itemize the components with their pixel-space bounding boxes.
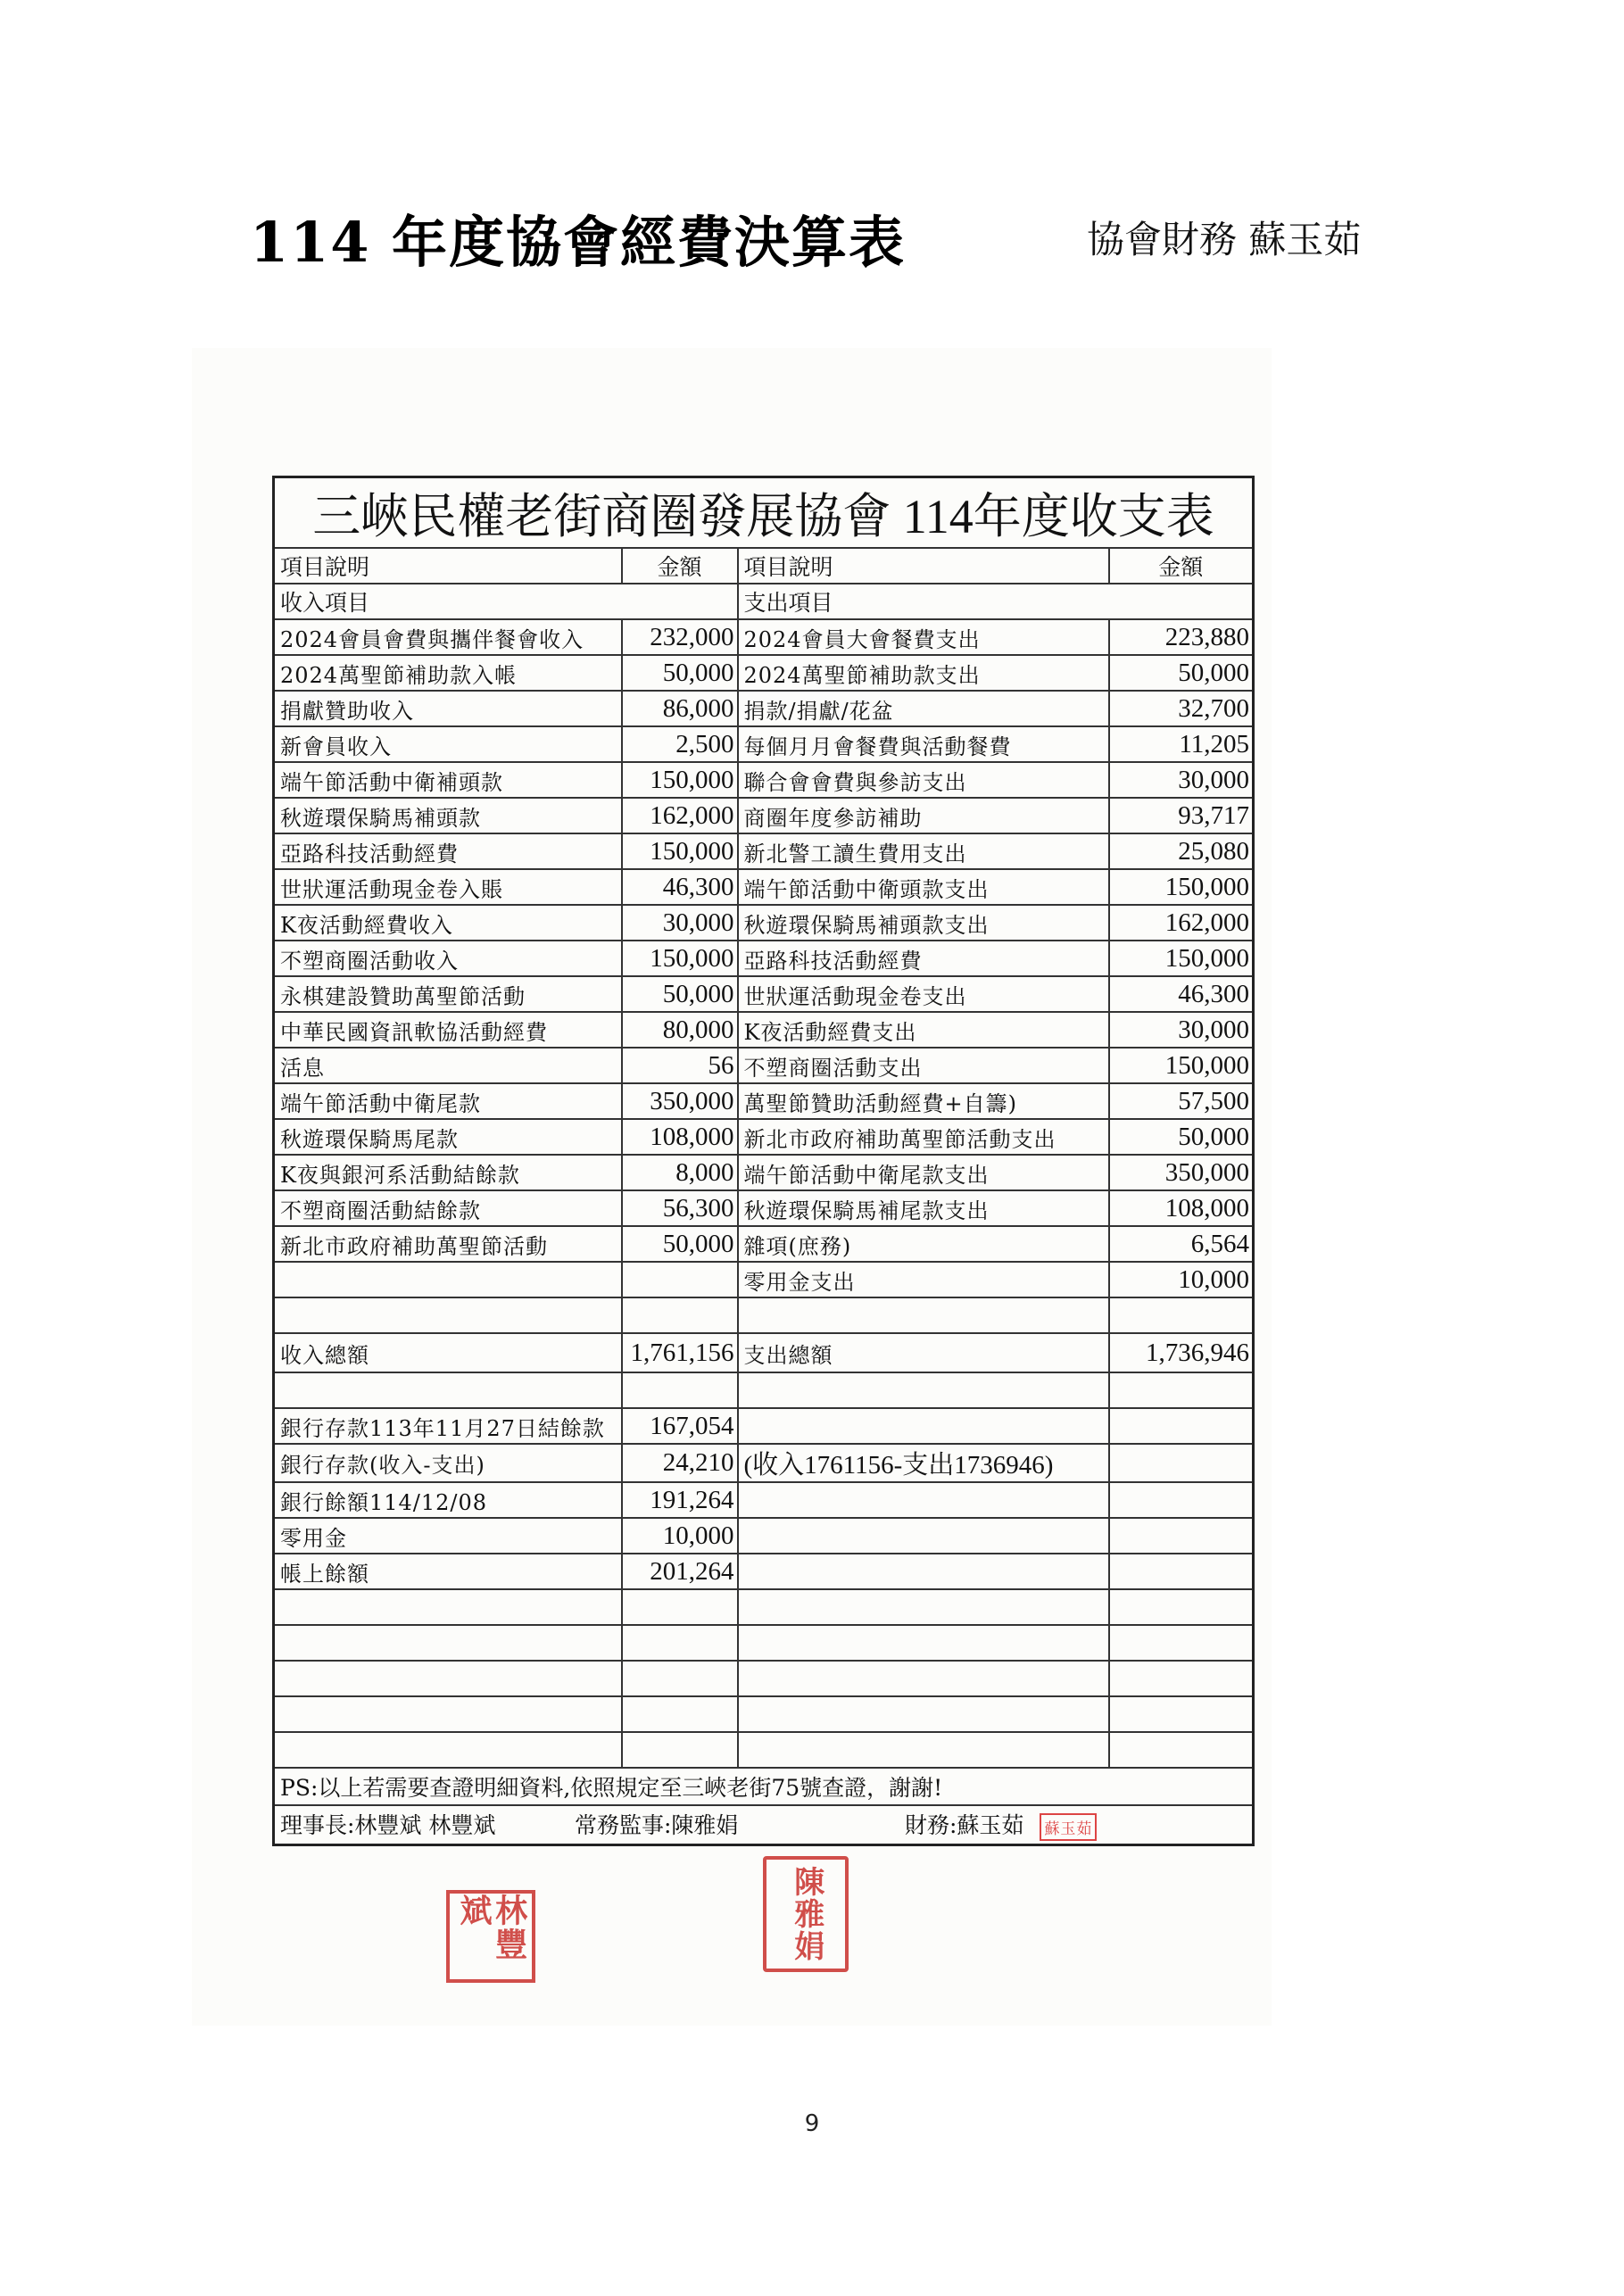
bank-amount: 10,000 bbox=[622, 1518, 738, 1554]
empty-cell bbox=[1109, 1518, 1254, 1554]
table-row bbox=[274, 619, 1254, 655]
income-amount: 50,000 bbox=[622, 976, 738, 1012]
income-item: 世狀運活動現金卷入賬 bbox=[274, 869, 622, 905]
expense-total-label: 支出總額 bbox=[738, 1333, 1109, 1372]
supervisor-signature: 常務監事:陳雅娟 bbox=[575, 1812, 739, 1839]
income-amount: 232,000 bbox=[622, 619, 738, 655]
expense-item: 端午節活動中衛頭款支出 bbox=[738, 869, 1109, 905]
income-amount bbox=[622, 1262, 738, 1297]
table-row bbox=[274, 976, 1254, 1012]
income-item: K夜與銀河系活動結餘款 bbox=[274, 1155, 622, 1190]
finance-seal-stamp: 蘇玉茹 bbox=[1040, 1813, 1097, 1841]
empty-cell bbox=[1109, 1372, 1254, 1408]
income-amount bbox=[622, 1297, 738, 1333]
income-item: K夜活動經費收入 bbox=[274, 905, 622, 941]
table-row bbox=[274, 833, 1254, 869]
income-amount: 46,300 bbox=[622, 869, 738, 905]
signatures bbox=[274, 1805, 1254, 1844]
expense-item: 秋遊環保騎馬補尾款支出 bbox=[738, 1190, 1109, 1226]
bank-row bbox=[274, 1482, 1254, 1518]
empty-cell bbox=[1109, 1661, 1254, 1696]
empty-cell bbox=[738, 1661, 1109, 1696]
table-row bbox=[274, 726, 1254, 762]
bank-label: 帳上餘額 bbox=[274, 1554, 622, 1589]
expense-item: 每個月月會餐費與活動餐費 bbox=[738, 726, 1109, 762]
income-total-label: 收入總額 bbox=[274, 1333, 622, 1372]
table-row bbox=[274, 762, 1254, 798]
expense-amount: 93,717 bbox=[1109, 798, 1254, 833]
table-row bbox=[274, 691, 1254, 726]
bank-note bbox=[738, 1482, 1109, 1518]
table-row bbox=[274, 1297, 1254, 1333]
expense-item: 2024會員大會餐費支出 bbox=[738, 619, 1109, 655]
signature-row bbox=[274, 1805, 1254, 1844]
table-row bbox=[274, 798, 1254, 833]
table-row bbox=[274, 1083, 1254, 1119]
bank-note bbox=[738, 1518, 1109, 1554]
income-item: 2024萬聖節補助款入帳 bbox=[274, 655, 622, 691]
income-amount: 56,300 bbox=[622, 1190, 738, 1226]
table-row bbox=[274, 1048, 1254, 1083]
income-item: 捐獻贊助收入 bbox=[274, 691, 622, 726]
expense-amount: 32,700 bbox=[1109, 691, 1254, 726]
table-row bbox=[274, 1696, 1254, 1732]
empty-cell bbox=[274, 1661, 622, 1696]
income-amount: 162,000 bbox=[622, 798, 738, 833]
expense-item: 雜項(庶務) bbox=[738, 1226, 1109, 1262]
income-amount: 30,000 bbox=[622, 905, 738, 941]
expense-item: 不塑商圈活動支出 bbox=[738, 1048, 1109, 1083]
empty-cell bbox=[1109, 1625, 1254, 1661]
empty-cell bbox=[738, 1696, 1109, 1732]
empty-cell bbox=[738, 1372, 1109, 1408]
table-row bbox=[274, 1155, 1254, 1190]
ledger-table bbox=[272, 476, 1255, 1846]
empty-cell bbox=[738, 1625, 1109, 1661]
empty-cell bbox=[738, 1732, 1109, 1768]
empty-cell bbox=[1109, 1408, 1254, 1444]
empty-cell bbox=[622, 1661, 738, 1696]
treasurer-label: 協會財務 蘇玉茹 bbox=[1087, 218, 1362, 261]
bank-amount: 201,264 bbox=[622, 1554, 738, 1589]
expense-item: 商圈年度參訪補助 bbox=[738, 798, 1109, 833]
expense-amount: 10,000 bbox=[1109, 1262, 1254, 1297]
income-amount: 350,000 bbox=[622, 1083, 738, 1119]
table-row bbox=[274, 1119, 1254, 1155]
bank-row bbox=[274, 1518, 1254, 1554]
expense-item: 捐款/捐獻/花盆 bbox=[738, 691, 1109, 726]
empty-cell bbox=[274, 1696, 622, 1732]
income-amount-header: 金額 bbox=[622, 548, 738, 584]
table-row bbox=[274, 869, 1254, 905]
income-item: 秋遊環保騎馬補頭款 bbox=[274, 798, 622, 833]
expense-item: 萬聖節贊助活動經費+自籌) bbox=[738, 1083, 1109, 1119]
empty-cell bbox=[274, 1732, 622, 1768]
income-item: 亞路科技活動經費 bbox=[274, 833, 622, 869]
bank-amount: 191,264 bbox=[622, 1482, 738, 1518]
empty-cell bbox=[1109, 1589, 1254, 1625]
expense-total: 1,736,946 bbox=[1109, 1333, 1254, 1372]
expense-amount: 350,000 bbox=[1109, 1155, 1254, 1190]
income-item: 新會員收入 bbox=[274, 726, 622, 762]
expense-item: 世狀運活動現金卷支出 bbox=[738, 976, 1109, 1012]
bank-label: 銀行存款113年11月27日結餘款 bbox=[274, 1408, 622, 1444]
empty-cell bbox=[274, 1589, 622, 1625]
bank-label: 銀行餘額114/12/08 bbox=[274, 1482, 622, 1518]
chairman-seal-stamp: 林豐斌 bbox=[446, 1890, 535, 1983]
expense-item: K夜活動經費支出 bbox=[738, 1012, 1109, 1048]
income-amount: 50,000 bbox=[622, 655, 738, 691]
empty-cell bbox=[274, 1625, 622, 1661]
expense-amount: 108,000 bbox=[1109, 1190, 1254, 1226]
expense-item-header: 項目說明 bbox=[738, 548, 1109, 584]
table-row bbox=[274, 1372, 1254, 1408]
income-item: 永棋建設贊助萬聖節活動 bbox=[274, 976, 622, 1012]
income-item: 端午節活動中衛尾款 bbox=[274, 1083, 622, 1119]
income-amount: 150,000 bbox=[622, 941, 738, 976]
income-item: 中華民國資訊軟協活動經費 bbox=[274, 1012, 622, 1048]
income-amount: 108,000 bbox=[622, 1119, 738, 1155]
page-title: 114 年度協會經費決算表 bbox=[250, 210, 907, 275]
table-row bbox=[274, 905, 1254, 941]
ps-note: PS:以上若需要查證明細資料,依照規定至三峽老街75號查證，謝謝! bbox=[274, 1768, 1254, 1805]
expense-amount: 6,564 bbox=[1109, 1226, 1254, 1262]
income-item: 新北市政府補助萬聖節活動 bbox=[274, 1226, 622, 1262]
bank-note bbox=[738, 1554, 1109, 1589]
income-item: 2024會員會費與攜伴餐會收入 bbox=[274, 619, 622, 655]
expense-amount bbox=[1109, 1297, 1254, 1333]
income-amount: 150,000 bbox=[622, 762, 738, 798]
empty-cell bbox=[622, 1696, 738, 1732]
income-amount: 80,000 bbox=[622, 1012, 738, 1048]
expense-item: 新北市政府補助萬聖節活動支出 bbox=[738, 1119, 1109, 1155]
empty-cell bbox=[622, 1372, 738, 1408]
income-item: 活息 bbox=[274, 1048, 622, 1083]
table-row bbox=[274, 1661, 1254, 1696]
expense-item: 2024萬聖節補助款支出 bbox=[738, 655, 1109, 691]
table-row bbox=[274, 1589, 1254, 1625]
expense-amount: 150,000 bbox=[1109, 941, 1254, 976]
income-amount: 2,500 bbox=[622, 726, 738, 762]
income-item-header: 項目說明 bbox=[274, 548, 622, 584]
expense-amount: 150,000 bbox=[1109, 1048, 1254, 1083]
expense-item: 秋遊環保騎馬補頭款支出 bbox=[738, 905, 1109, 941]
table-row bbox=[274, 941, 1254, 976]
table-row bbox=[274, 1732, 1254, 1768]
expense-amount: 11,205 bbox=[1109, 726, 1254, 762]
expense-amount: 57,500 bbox=[1109, 1083, 1254, 1119]
empty-cell bbox=[622, 1589, 738, 1625]
expense-amount: 25,080 bbox=[1109, 833, 1254, 869]
expense-amount: 50,000 bbox=[1109, 1119, 1254, 1155]
table-row bbox=[274, 1012, 1254, 1048]
totals-row bbox=[274, 1333, 1254, 1372]
bank-note bbox=[738, 1408, 1109, 1444]
income-amount: 8,000 bbox=[622, 1155, 738, 1190]
income-item: 不塑商圈活動收入 bbox=[274, 941, 622, 976]
supervisor-seal-stamp: 陳雅娟 bbox=[763, 1856, 849, 1972]
expense-amount-header: 金額 bbox=[1109, 548, 1254, 584]
page-number: 9 bbox=[804, 2110, 820, 2137]
table-title: 三峽民權老街商圈發展協會 114年度收支表 bbox=[274, 477, 1254, 549]
income-item: 不塑商圈活動結餘款 bbox=[274, 1190, 622, 1226]
expense-item bbox=[738, 1297, 1109, 1333]
table-row bbox=[274, 1226, 1254, 1262]
income-amount: 50,000 bbox=[622, 1226, 738, 1262]
bank-amount: 24,210 bbox=[622, 1444, 738, 1482]
expense-item: 新北警工讀生費用支出 bbox=[738, 833, 1109, 869]
bank-label: 零用金 bbox=[274, 1518, 622, 1554]
bank-label: 銀行存款(收入-支出) bbox=[274, 1444, 622, 1482]
table-row bbox=[274, 1625, 1254, 1661]
income-total: 1,761,156 bbox=[622, 1333, 738, 1372]
finance-signature: 財務:蘇玉茹 bbox=[905, 1812, 1024, 1839]
expense-item: 聯合會會費與參訪支出 bbox=[738, 762, 1109, 798]
empty-cell bbox=[1109, 1732, 1254, 1768]
expense-section-label: 支出項目 bbox=[738, 584, 1254, 619]
expense-item: 零用金支出 bbox=[738, 1262, 1109, 1297]
bank-row bbox=[274, 1444, 1254, 1482]
empty-cell bbox=[274, 1372, 622, 1408]
ps-row bbox=[274, 1768, 1254, 1805]
table-row bbox=[274, 1262, 1254, 1297]
income-item: 端午節活動中衛補頭款 bbox=[274, 762, 622, 798]
expense-item: 端午節活動中衛尾款支出 bbox=[738, 1155, 1109, 1190]
expense-amount: 150,000 bbox=[1109, 869, 1254, 905]
expense-amount: 30,000 bbox=[1109, 1012, 1254, 1048]
expense-amount: 46,300 bbox=[1109, 976, 1254, 1012]
expense-amount: 50,000 bbox=[1109, 655, 1254, 691]
expense-amount: 162,000 bbox=[1109, 905, 1254, 941]
income-item bbox=[274, 1262, 622, 1297]
empty-cell bbox=[1109, 1696, 1254, 1732]
empty-cell bbox=[1109, 1444, 1254, 1482]
expense-item: 亞路科技活動經費 bbox=[738, 941, 1109, 976]
bank-row bbox=[274, 1408, 1254, 1444]
expense-amount: 223,880 bbox=[1109, 619, 1254, 655]
table-row bbox=[274, 1190, 1254, 1226]
income-section-label: 收入項目 bbox=[274, 584, 738, 619]
empty-cell bbox=[622, 1732, 738, 1768]
income-amount: 86,000 bbox=[622, 691, 738, 726]
income-amount: 150,000 bbox=[622, 833, 738, 869]
empty-cell bbox=[1109, 1482, 1254, 1518]
chairman-signature: 理事長:林豐斌 林豐斌 bbox=[280, 1812, 496, 1839]
empty-cell bbox=[622, 1625, 738, 1661]
expense-amount: 30,000 bbox=[1109, 762, 1254, 798]
bank-note: (收入1761156-支出1736946) bbox=[738, 1444, 1109, 1482]
table-row bbox=[274, 655, 1254, 691]
bank-amount: 167,054 bbox=[622, 1408, 738, 1444]
income-item: 秋遊環保騎馬尾款 bbox=[274, 1119, 622, 1155]
empty-cell bbox=[738, 1589, 1109, 1625]
empty-cell bbox=[1109, 1554, 1254, 1589]
income-item bbox=[274, 1297, 622, 1333]
bank-row bbox=[274, 1554, 1254, 1589]
income-amount: 56 bbox=[622, 1048, 738, 1083]
